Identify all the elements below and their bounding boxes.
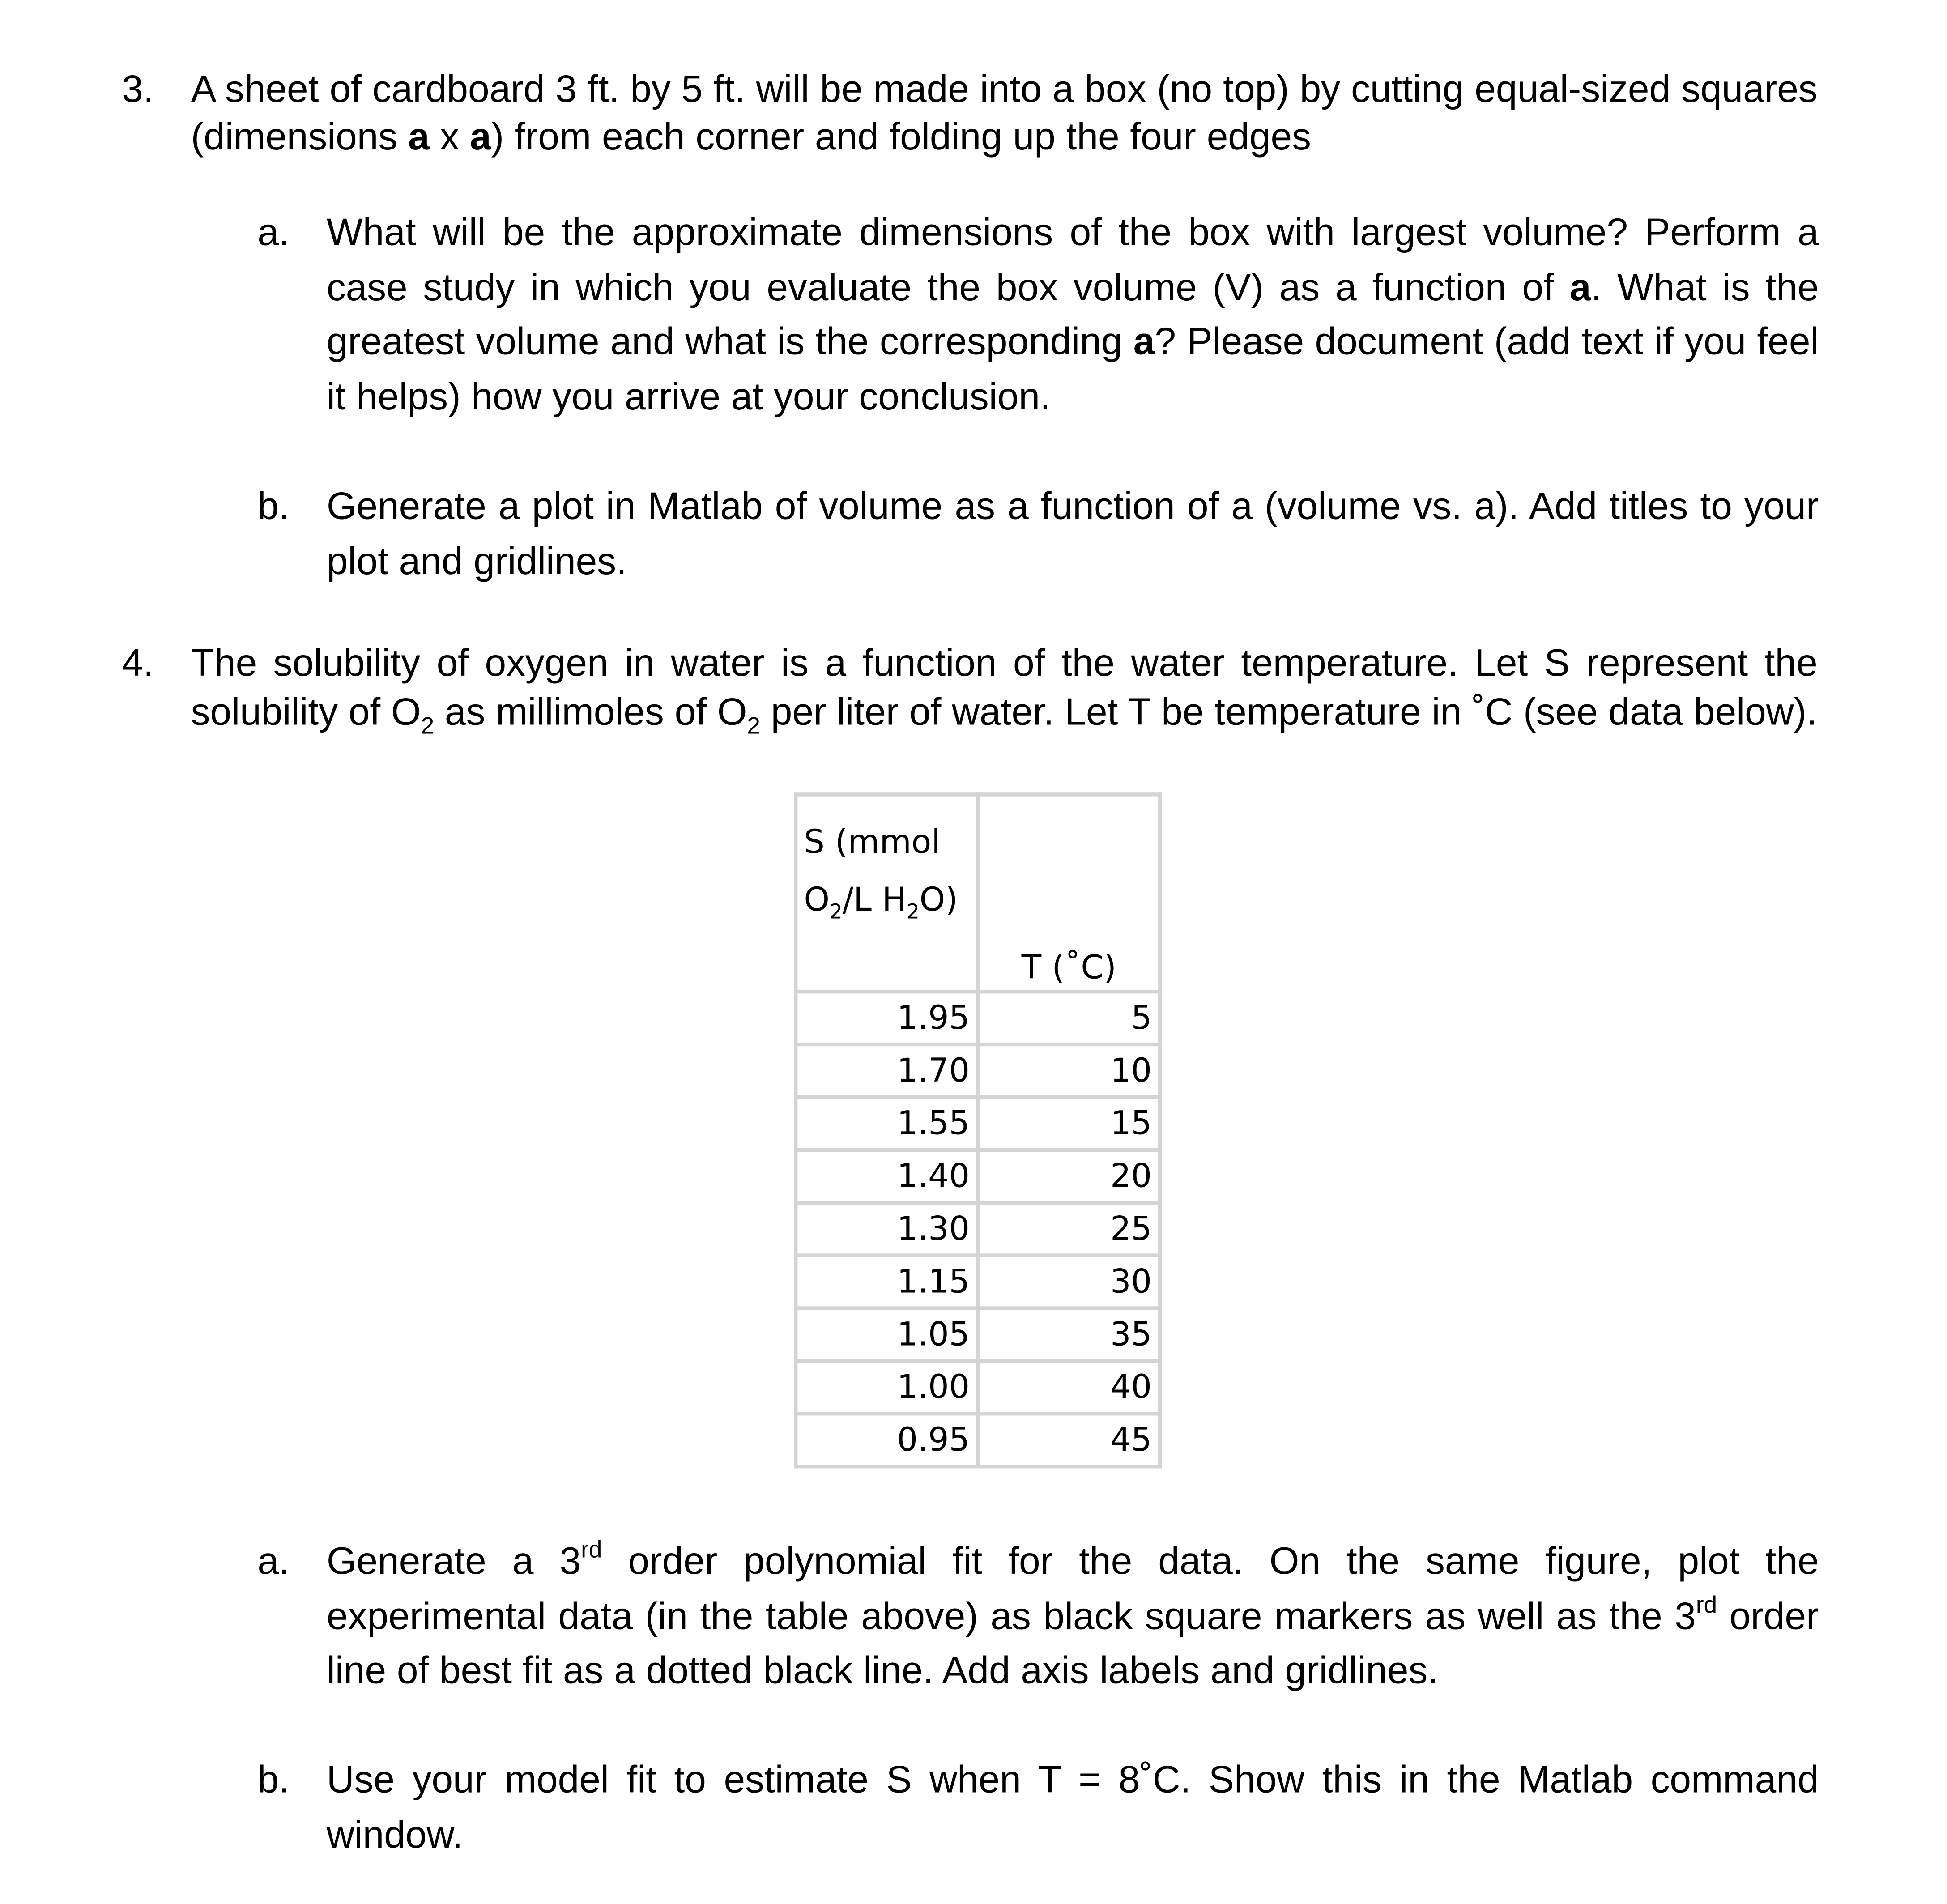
text: ? Please document (add text if you feel it helps) how you arrive at your conclusion. [326,320,1819,419]
bold-a: a [408,115,430,158]
temperature-cell: 45 [978,1414,1160,1466]
solubility-cell: 1.00 [796,1361,978,1414]
table-row [796,1203,1160,1256]
question-4-text [191,639,1818,740]
table-row [796,1097,1160,1150]
text: . What is the greatest volume and what is the corresponding [326,266,1819,364]
text: order line of best fit as a dotted black line. Add axis labels and gridlines. [326,1595,1819,1693]
temperature-cell: 10 [978,1044,1160,1097]
table-row [796,992,1160,1044]
text: as millimoles of O [434,690,747,733]
question-4a [257,1535,1819,1700]
text: O) [919,882,958,920]
question-number: 4. [122,642,154,685]
question-4b [257,1754,1819,1863]
table-row [796,1308,1160,1361]
solubility-cell: 1.30 [796,1203,978,1256]
solubility-cell: 1.15 [796,1256,978,1308]
question-3b-text: Generate a plot in Matlab of volume as a function of a (volume vs. a). Add titles to your plot and gridlines. [326,485,1819,583]
question-4a-text [327,1535,1819,1700]
text: /L H [842,882,907,920]
solubility-cell: 1.95 [796,992,978,1044]
solubility-cell: 1.70 [796,1044,978,1097]
text: Generate a 3 [326,1540,581,1583]
text: A sheet of cardboard 3 ft. by 5 ft. will be made into a box (no top) by cutting equal-sized squares (dimensions [191,68,1818,158]
solubility-table [794,792,1162,1468]
subscript: 2 [421,713,435,740]
superscript: rd [1696,1592,1717,1619]
temperature-cell: 30 [978,1256,1160,1308]
question-3b [257,480,1819,589]
table-header-row [796,794,1160,992]
subquestion-label: b. [257,485,290,528]
text: What will be the approximate dimensions of the box with largest volume? Perform a case study in which you evaluate the box volume (V) as a function of [326,211,1819,309]
text: per liter of water. Let T be temperature in ˚C (see data below). [760,690,1817,733]
solubility-cell: 0.95 [796,1414,978,1466]
subquestion-label: a. [257,1540,290,1583]
table-row [796,1256,1160,1308]
question-3a-text [327,206,1819,426]
text: ) from each corner and folding up the four edges [491,115,1311,158]
bold-a: a [1569,266,1591,309]
text: x [429,115,470,158]
question-3a [257,206,1819,426]
superscript: rd [581,1537,602,1564]
question-number: 3. [122,68,154,111]
text: O [804,882,830,920]
solubility-cell: 1.55 [796,1097,978,1150]
question-4 [122,639,1818,740]
header-solubility [796,794,978,992]
temperature-cell: 15 [978,1097,1160,1150]
question-4b-text: Use your model fit to estimate S when T = 8˚C. Show this in the Matlab command window. [326,1758,1819,1856]
solubility-cell: 1.40 [796,1150,978,1203]
text: order polynomial fit for the data. On the same figure, plot the experimental data (in the table above) as black square markers as well as the 3 [326,1540,1819,1638]
question-3-text [191,65,1818,161]
temperature-cell: 20 [978,1150,1160,1203]
question-3 [122,65,1817,161]
table-row [796,1414,1160,1466]
subquestion-label: b. [257,1758,290,1802]
table-row [796,1361,1160,1414]
subscript: 2 [747,713,760,740]
bold-a: a [470,115,491,158]
subscript: 2 [907,899,920,924]
table-row [796,1044,1160,1097]
table-row [796,1150,1160,1203]
bold-a: a [1133,320,1155,364]
subquestion-label: a. [257,211,290,254]
text: The solubility of oxygen in water is a function of the water temperature. Let S represent the solubility of O [191,642,1818,733]
temperature-cell: 5 [978,992,1160,1044]
text: S (mmol [804,824,941,862]
temperature-cell: 40 [978,1361,1160,1414]
solubility-cell: 1.05 [796,1308,978,1361]
subscript: 2 [829,899,843,924]
temperature-cell: 35 [978,1308,1160,1361]
temperature-cell: 25 [978,1203,1160,1256]
header-temperature: T (˚C) [978,794,1160,992]
